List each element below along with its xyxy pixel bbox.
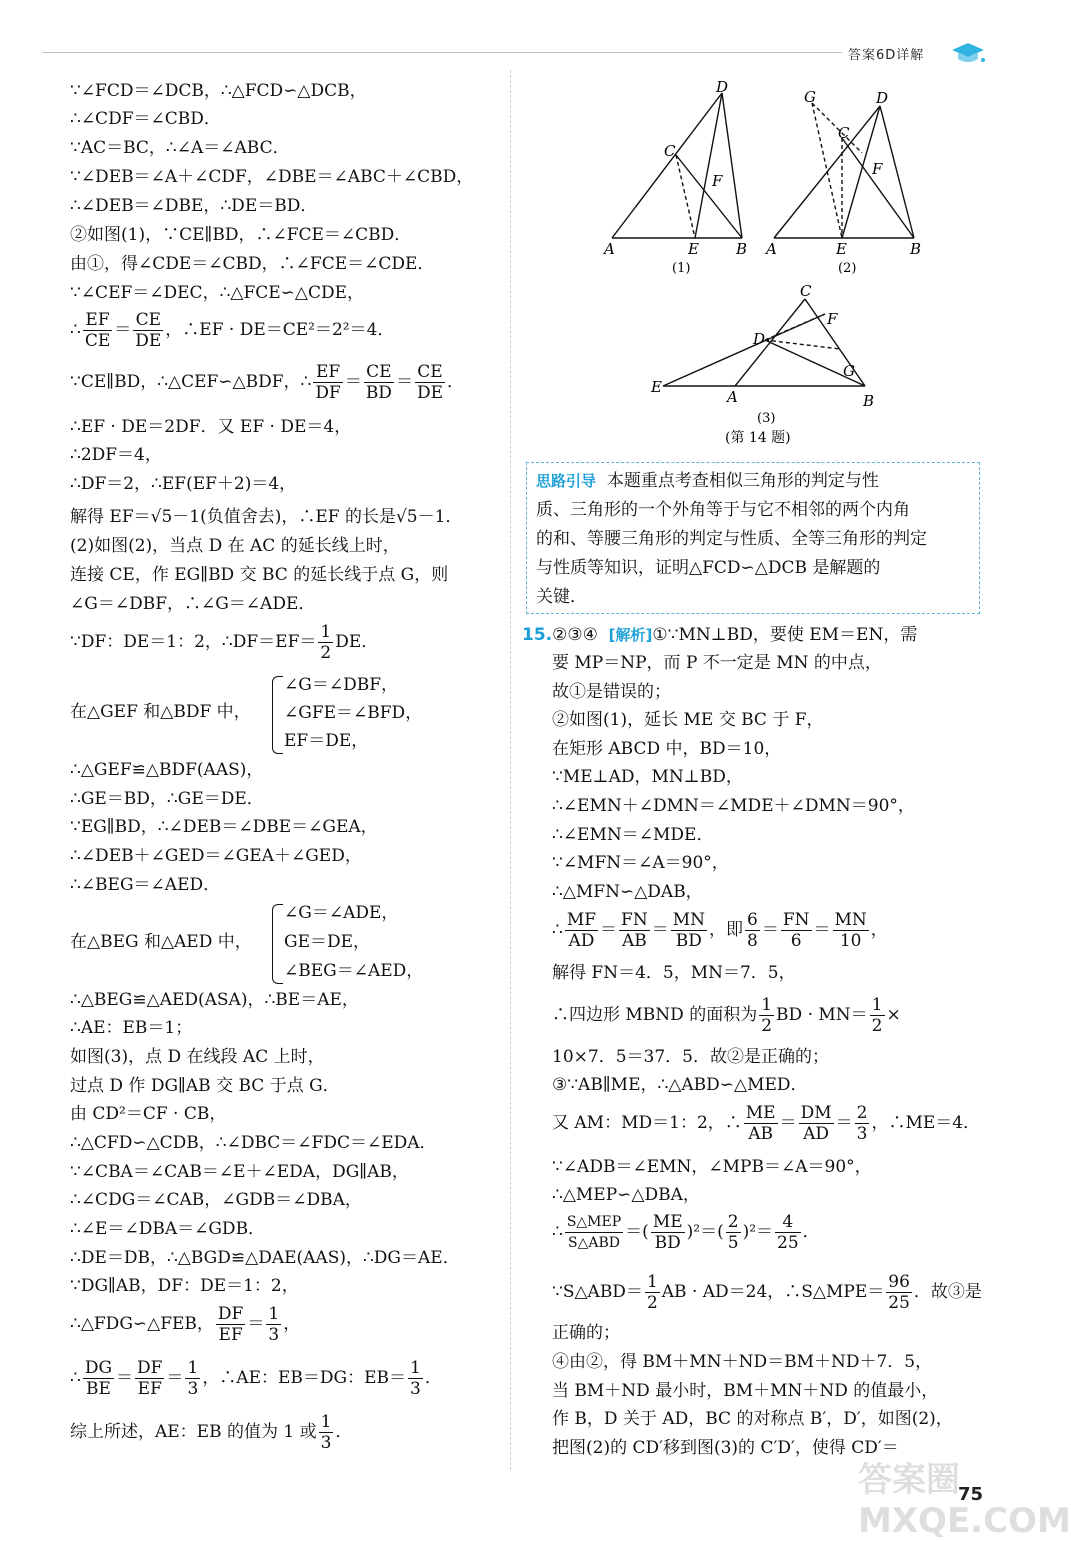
watermark: 答案圈 MXQE.COM — [858, 1460, 1071, 1541]
left-line-fraction: ∵DF：DE＝1：2，∴DF＝EF＝ $\frac{1}{2}$ DE． — [70, 622, 379, 663]
column-divider — [510, 70, 511, 1470]
figure-3 — [645, 282, 885, 452]
left-line: 解得 EF＝√5－1(负值舍去)，∴EF 的长是√5－1． — [70, 507, 463, 527]
point-label: E — [836, 240, 847, 258]
left-line: ∵∠FCD＝∠DCB，∴△FCD∽△DCB， — [70, 81, 367, 101]
left-line: ∴EF · DE＝2DF．又 EF · DE＝4， — [70, 417, 352, 437]
left-line: ∴△GEF≌△BDF(AAS)， — [70, 760, 264, 780]
right-line-fraction: ∴四边形 MBND 的面积为 $\frac{1}{2}$ BD · MN＝ $\frac{1}{2}$ × — [552, 995, 901, 1036]
left-line-fraction: ∴△FDG∽△FEB， $\frac{DF}{EF}$ ＝ $\frac{1}{3}$ ， — [70, 1304, 301, 1345]
header-rule — [42, 52, 842, 53]
q15-header: 15.②③④ [解析]①∵MN⊥BD，要使 EM＝EN，需 — [522, 625, 918, 645]
graduation-cap-icon — [950, 40, 986, 66]
left-line: ∴DF＝2，∴EF(EF＋2)＝4， — [70, 474, 297, 494]
point-label: F — [872, 160, 883, 178]
right-line: 在矩形 ABCD 中，BD＝10， — [552, 739, 782, 759]
hint-tag: 思路引导 — [536, 472, 597, 490]
left-line: (2)如图(2)，当点 D 在 AC 的延长线上时， — [70, 536, 400, 556]
system-line: ∠G＝∠DBF， — [284, 675, 398, 695]
figure-caption: (1) — [672, 261, 691, 276]
point-label: C — [838, 124, 850, 142]
system-label: 在△GEF 和△BDF 中， — [70, 702, 251, 722]
figure-caption: (2) — [838, 261, 857, 276]
left-line-fraction: ∵CE∥BD，∴△CEF∽△BDF，∴ $\frac{EF}{DF}$ ＝ $\frac{CE}{BD}$ ＝ $\frac{CE}{DE}$ ． — [70, 362, 464, 403]
figure-2 — [762, 78, 932, 278]
system-line: EF＝DE， — [284, 731, 369, 751]
left-line: 连接 CE，作 EG∥BD 交 BC 的延长线于点 G，则 — [70, 565, 449, 585]
left-line: ∴AE：EB＝1； — [70, 1018, 193, 1038]
right-line-fraction: ∴ $\frac{\text{S△MEP}}{\text{S△ABD}}$ ＝( $\frac{ME}{BD}$ )²＝( $\frac{2}{5}$ )²＝ $\frac{4}{25}$ ． — [552, 1212, 820, 1253]
right-line: ∵ME⊥AD，MN⊥BD， — [552, 767, 743, 787]
point-label: G — [843, 362, 855, 380]
left-line: ∵DG∥AB，DF：DE＝1：2， — [70, 1276, 299, 1296]
left-line-fraction: 综上所述，AE：EB 的值为 1 或 $\frac{1}{3}$ ． — [70, 1412, 353, 1453]
figure-caption: (3) — [757, 411, 776, 426]
system-label: 在△BEG 和△AED 中， — [70, 932, 252, 952]
point-label: F — [712, 172, 723, 190]
left-line: ②如图(1)，∵CE∥BD，∴∠FCE＝∠CBD． — [70, 225, 412, 245]
point-label: F — [827, 310, 838, 328]
answer: ②③④ — [552, 625, 598, 645]
left-line: ∴∠E＝∠DBA＝∠GDB． — [70, 1219, 266, 1239]
right-line: 要 MP＝NP，而 P 不一定是 MN 的中点， — [552, 653, 882, 673]
right-line: 把图(2)的 CD′移到图(3)的 C′D′，使得 CD′＝ — [552, 1438, 899, 1458]
point-label: D — [716, 78, 729, 96]
right-line: ∴∠EMN＋∠DMN＝∠MDE＋∠DMN＝90°， — [552, 796, 915, 816]
left-line: ∵∠DEB＝∠A＋∠CDF，∠DBE＝∠ABC＋∠CBD， — [70, 167, 474, 187]
left-line: ∴GE＝BD，∴GE＝DE． — [70, 789, 264, 809]
page-number: 75 — [958, 1484, 984, 1505]
right-line: 解得 FN＝4．5，MN＝7．5， — [552, 963, 796, 983]
right-line: 正确的； — [552, 1323, 620, 1343]
right-line-fraction: ∵S△ABD＝ $\frac{1}{2}$ AB · AD＝24，∴S△MPE＝ $\frac{96}{25}$ ．故③是 — [552, 1272, 982, 1313]
left-line: ∵EG∥BD，∴∠DEB＝∠DBE＝∠GEA， — [70, 817, 378, 837]
point-label: G — [804, 88, 816, 106]
left-line: ∴DE＝DB，∴△BGD≌△DAE(AAS)，∴DG＝AE． — [70, 1248, 460, 1268]
hint-line: 质、三角形的一个外角等于与它不相邻的两个内角 — [536, 500, 910, 520]
brace — [272, 904, 283, 984]
left-line: ∴∠DEB＝∠DBE，∴DE＝BD． — [70, 196, 318, 216]
left-line: 由①，得∠CDE＝∠CBD，∴∠FCE＝∠CDE． — [70, 254, 435, 274]
point-label: B — [863, 392, 875, 410]
right-line: ④由②，得 BM＋MN＋ND＝BM＋ND＋7．5， — [552, 1352, 933, 1372]
point-label: B — [910, 240, 922, 258]
right-line: ∴∠EMN＝∠MDE． — [552, 825, 714, 845]
right-line: 10×7．5＝37．5．故②是正确的； — [552, 1047, 829, 1067]
right-line-fraction: 又 AM：MD＝1：2，∴ $\frac{ME}{AB}$ ＝ $\frac{DM}{AD}$ ＝ $\frac{2}{3}$ ，∴ME＝4． — [552, 1103, 981, 1144]
right-line: ②如图(1)，延长 ME 交 BC 于 F， — [552, 710, 824, 730]
right-line: ∴△MFN∽△DAB， — [552, 882, 703, 902]
right-line: 故①是错误的； — [552, 682, 671, 702]
point-label: E — [651, 378, 662, 396]
analysis-tag: [解析] — [608, 626, 653, 644]
left-line-fraction: ∴ $\frac{EF}{CE}$ ＝ $\frac{CE}{DE}$ ，∴EF · DE＝CE²＝2²＝4． — [70, 310, 395, 351]
header-label: 答案6D详解 — [848, 48, 925, 63]
left-line: ∴∠DEB＋∠GED＝∠GEA＋∠GED， — [70, 846, 362, 866]
point-label: C — [664, 142, 676, 160]
right-line: 当 BM＋ND 最小时，BM＋MN＋ND 的值最小， — [552, 1381, 939, 1401]
left-line: ∠G＝∠DBF，∴∠G＝∠ADE． — [70, 594, 316, 614]
right-line: ③∵AB∥ME，∴△ABD∽△MED． — [552, 1075, 808, 1095]
point-label: A — [727, 388, 738, 406]
point-label: B — [736, 240, 748, 258]
point-label: A — [604, 240, 615, 258]
left-line: 过点 D 作 DG∥AB 交 BC 于点 G． — [70, 1076, 340, 1096]
left-line-fraction: ∴ $\frac{DG}{BE}$ ＝ $\frac{DF}{EF}$ ＝ $\frac{1}{3}$ ，∴AE：EB＝DG：EB＝ $\frac{1}{3}$ ． — [70, 1358, 442, 1399]
point-label: E — [688, 240, 699, 258]
right-line-fraction: ∴ $\frac{MF}{AD}$ ＝ $\frac{FN}{AB}$ ＝ $\frac{MN}{BD}$ ，即 $\frac{6}{8}$ ＝ $\frac{FN}{6}$ ＝ $\frac{MN}{10}$ ， — [552, 910, 888, 951]
left-line: ∵∠CEF＝∠DEC，∴△FCE∽△CDE， — [70, 283, 365, 303]
point-label: C — [800, 282, 812, 300]
left-line: ∵AC＝BC，∴∠A＝∠ABC． — [70, 138, 290, 158]
right-line: 作 B，D 关于 AD，BC 的对称点 B′，D′，如图(2)， — [552, 1409, 953, 1429]
hint-line: 思路引导 本题重点考查相似三角形的判定与性 — [536, 471, 879, 491]
hint-line: 与性质等知识，证明△FCD∽△DCB 是解题的 — [536, 558, 881, 578]
right-line: ∵∠MFN＝∠A＝90°， — [552, 853, 729, 873]
system-line: ∠BEG＝∠AED， — [284, 961, 424, 981]
left-line: ∴2DF＝4， — [70, 445, 162, 465]
right-line: ∴△MEP∽△DBA， — [552, 1185, 700, 1205]
point-label: A — [766, 240, 777, 258]
left-line: ∴∠BEG＝∠AED． — [70, 875, 221, 895]
left-line: ∴∠CDF＝∠CBD． — [70, 109, 221, 129]
point-label: D — [876, 89, 889, 107]
left-line: ∴△CFD∽△CDB，∴∠DBC＝∠FDC＝∠EDA． — [70, 1133, 437, 1153]
problem-caption: (第 14 题) — [725, 430, 791, 446]
left-line: ∴△BEG≌△AED(ASA)，∴BE＝AE， — [70, 990, 359, 1010]
question-number: 15. — [522, 625, 553, 645]
system-line: GE＝DE， — [284, 932, 371, 952]
left-line: ∴∠CDG＝∠CAB，∠GDB＝∠DBA， — [70, 1190, 362, 1210]
figure-1 — [600, 78, 770, 278]
system-line: ∠G＝∠ADE， — [284, 903, 399, 923]
left-line: 由 CD²＝CF · CB， — [70, 1104, 227, 1124]
brace — [272, 676, 283, 754]
system-line: ∠GFE＝∠BFD， — [284, 703, 423, 723]
left-line: ∵∠CBA＝∠CAB＝∠E＋∠EDA，DG∥AB， — [70, 1162, 409, 1182]
right-line: ∵∠ADB＝∠EMN，∠MPB＝∠A＝90°， — [552, 1157, 872, 1177]
hint-line: 的和、等腰三角形的判定与性质、全等三角形的判定 — [536, 529, 927, 549]
hint-line: 关键． — [536, 587, 587, 607]
left-line: 如图(3)，点 D 在线段 AC 上时， — [70, 1047, 325, 1067]
point-label: D — [753, 330, 766, 348]
